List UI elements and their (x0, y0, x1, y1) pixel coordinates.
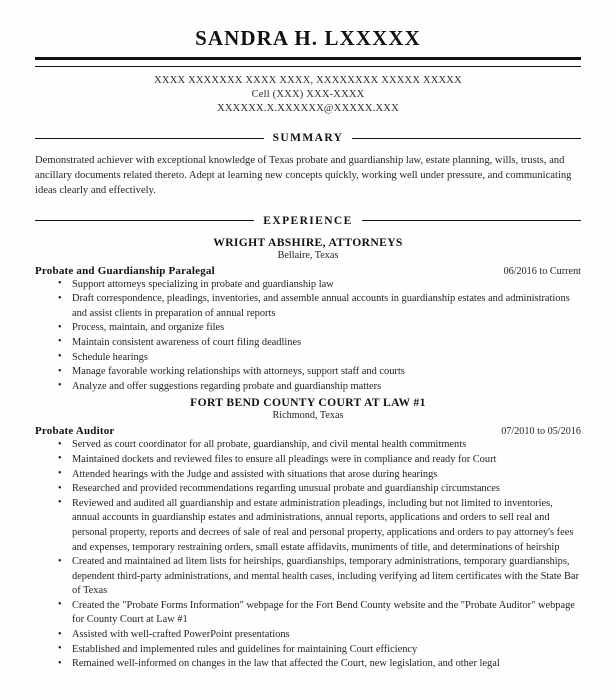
heading-rule-right (362, 220, 581, 221)
resume-header (35, 26, 581, 116)
list-item: • Remained well-informed on changes in the law that affected the Court, new legislation, and other legal (35, 657, 581, 672)
job-responsibility-list (35, 438, 581, 672)
list-item: • Support attorneys specializing in probate and guardianship law (35, 278, 581, 293)
job-title: Probate and Guardianship Paralegal (35, 264, 215, 277)
header-double-rule (35, 57, 581, 67)
experience-entry (35, 236, 581, 395)
list-item: • Maintain consistent awareness of court filing deadlines (35, 336, 581, 351)
job-title-row (35, 425, 581, 437)
list-item: • Process, maintain, and organize files (35, 321, 581, 336)
job-title-row (35, 265, 581, 277)
heading-rule-right (352, 138, 581, 139)
heading-rule-left (35, 138, 264, 139)
employer-name: FORT BEND COUNTY COURT AT LAW #1 (190, 396, 426, 410)
heading-rule-left (35, 220, 254, 221)
contact-address: XXXX XXXXXXX XXXX XXXX, XXXXXXXX XXXXX XXXXX (154, 75, 462, 86)
contact-email: XXXXXX.X.XXXXXX@XXXXX.XXX (217, 103, 399, 114)
employer-name: WRIGHT ABSHIRE, ATTORNEYS (213, 235, 403, 249)
list-item: • Reviewed and audited all guardianship and estate administration pleadings, including but not limited to inventories, annual accounts in guardianship estates and administrations, annual reports, applications and orders to sell real and personal property, reports and decrees of sale of real and personal property, applications and orders to pay attorney's fees and expenses, temporary restraining orders, small estate affidavits, muniments of title, and determinations of heirship (35, 497, 581, 555)
section-heading-summary (35, 132, 581, 144)
contact-phone: Cell (XXX) XXX-XXXX (251, 89, 365, 100)
list-item: • Schedule hearings (35, 351, 581, 366)
experience-entry (35, 396, 581, 672)
list-item: • Maintained dockets and reviewed files to ensure all pleadings were in compliance and ready for Court (35, 453, 581, 468)
list-item: • Analyze and offer suggestions regarding probate and guardianship matters (35, 380, 581, 395)
list-item: • Attended hearings with the Judge and assisted with situations that arose during hearings (35, 468, 581, 483)
list-item: • Draft correspondence, pleadings, inventories, and assemble annual accounts in guardianship estates and administrations and assist clients in preparation of annual reports (35, 292, 581, 321)
job-dates: 07/2010 to 05/2016 (501, 426, 581, 438)
section-heading-experience (35, 215, 581, 227)
section-label-experience: EXPERIENCE (263, 214, 353, 227)
list-item: • Created the "Probate Forms Information" webpage for the Fort Bend County website and the "Probate Auditor" webpage for County Court at Law #1 (35, 599, 581, 628)
candidate-name: SANDRA H. LXXXXX (195, 26, 421, 50)
list-item: • Established and implemented rules and guidelines for maintaining Court efficiency (35, 643, 581, 658)
employer-location: Bellaire, Texas (277, 249, 339, 261)
section-label-summary: SUMMARY (272, 132, 344, 144)
job-title: Probate Auditor (35, 425, 115, 438)
list-item: • Served as court coordinator for all probate, guardianship, and civil mental health commitments (35, 438, 581, 453)
list-item: • Created and maintained ad litem lists for heirships, guardianships, temporary administrations, temporary guardianships, dependent third-party administrations, and mental health cases, including verifying ad litem certificates with the State Bar of Texas (35, 555, 581, 599)
list-item: • Assisted with well-crafted PowerPoint presentations (35, 628, 581, 643)
job-responsibility-list (35, 278, 581, 395)
list-item: • Researched and provided recommendations regarding unusual probate and guardianship circumstances (35, 482, 581, 497)
job-dates: 06/2016 to Current (503, 265, 581, 277)
list-item: • Manage favorable working relationships with attorneys, support staff and courts (35, 365, 581, 380)
employer-location: Richmond, Texas (272, 410, 344, 422)
summary-text: Demonstrated achiever with exceptional knowledge of Texas probate and guardianship law, estate planning, wills, trusts, and ancillary documents related thereto. Adept at learning new concepts quickly, working well under pressure, and communicating ideas clearly and effectively. (35, 155, 572, 197)
